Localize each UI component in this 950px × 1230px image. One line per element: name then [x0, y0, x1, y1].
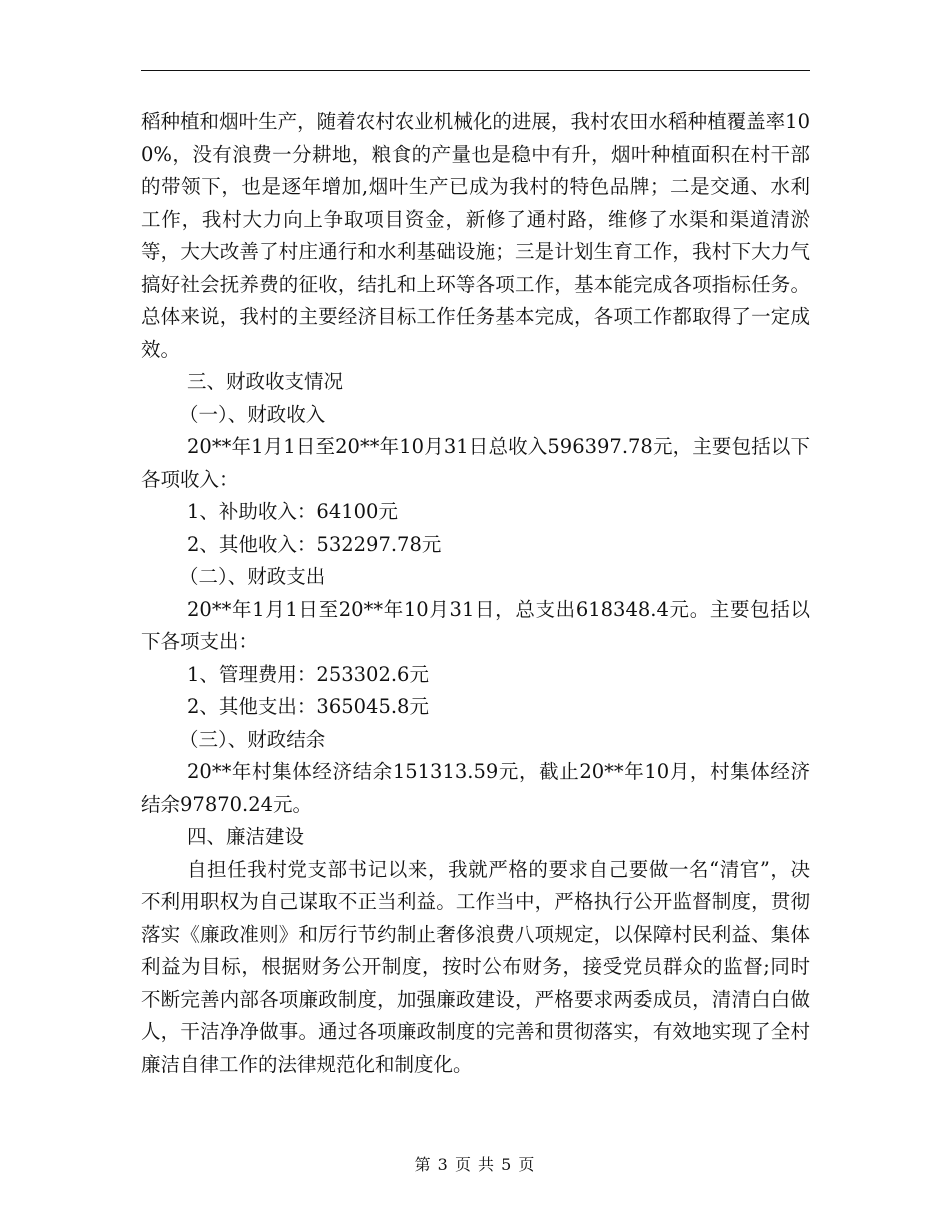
list-item-other-income: 2、其他收入：532297.78元	[187, 532, 442, 556]
header-rule	[141, 70, 810, 71]
paragraph-balance: 20**年村集体经济结余151313.59元，截止20**年10月，村集体经济结余97870.24元。	[141, 760, 810, 816]
list-item-subsidy-income: 1、补助收入：64100元	[187, 500, 398, 523]
list-item-other-expense: 2、其他支出：365045.8元	[187, 695, 429, 718]
paragraph-income-summary: 20**年1月1日至20**年10月31日总收入596397.78元，主要包括以下各项收入：	[141, 435, 810, 491]
subheading-balance: （三）、财政结余	[179, 727, 326, 751]
paragraph-integrity: 自担任我村党支部书记以来，我就严格的要求自己要做一名“清官”，决不利用职权为自己谋取不正当利益。工作当中，严格执行公开监督制度，贯彻落实《廉政准则》和厉行节约制止奢侈浪费八项规定，以保障村民利益、集体利益为目标，根据财务公开制度，按时公布财务，接受党员群众的监督;同时不断完善内部各项廉政制度，加强廉政建设，严格要求两委成员，清清白白做人，干洁净净做事。通过各项廉政制度的完善和贯彻落实，有效地实现了全村廉洁自律工作的法律规范化和制度化。	[141, 857, 810, 1076]
page-number-footer: 第 3 页 共 5 页	[414, 1155, 536, 1174]
section-heading-integrity: 四、廉洁建设	[187, 825, 305, 848]
paragraph-continuation: 稻种植和烟叶生产，随着农村农业机械化的进展，我村农田水稻种植覆盖率100%，没有浪费一分耕地，粮食的产量也是稳中有升，烟叶种植面积在村干部的带领下，也是逐年增加,烟叶生产已成为我村的特色品牌；二是交通、水利工作，我村大力向上争取项目资金，新修了通村路，维修了水渠和渠道清淤等，大大改善了村庄通行和水利基础设施；三是计划生育工作，我村下大力气搞好社会抚养费的征收，结扎和上环等各项工作，基本能完成各项指标任务。总体来说，我村的主要经济目标工作任务基本完成，各项工作都取得了一定成效。	[141, 110, 810, 361]
subheading-expenditure: （二）、财政支出	[179, 565, 326, 588]
paragraph-expenditure-summary: 20**年1月1日至20**年10月31日，总支出618348.4元。主要包括以下各项支出：	[141, 597, 810, 653]
subheading-income: （一）、财政收入	[179, 402, 326, 426]
document-body	[141, 106, 810, 1081]
section-heading-finance: 三、财政收支情况	[187, 370, 344, 393]
list-item-management-expense: 1、管理费用：253302.6元	[187, 662, 429, 686]
